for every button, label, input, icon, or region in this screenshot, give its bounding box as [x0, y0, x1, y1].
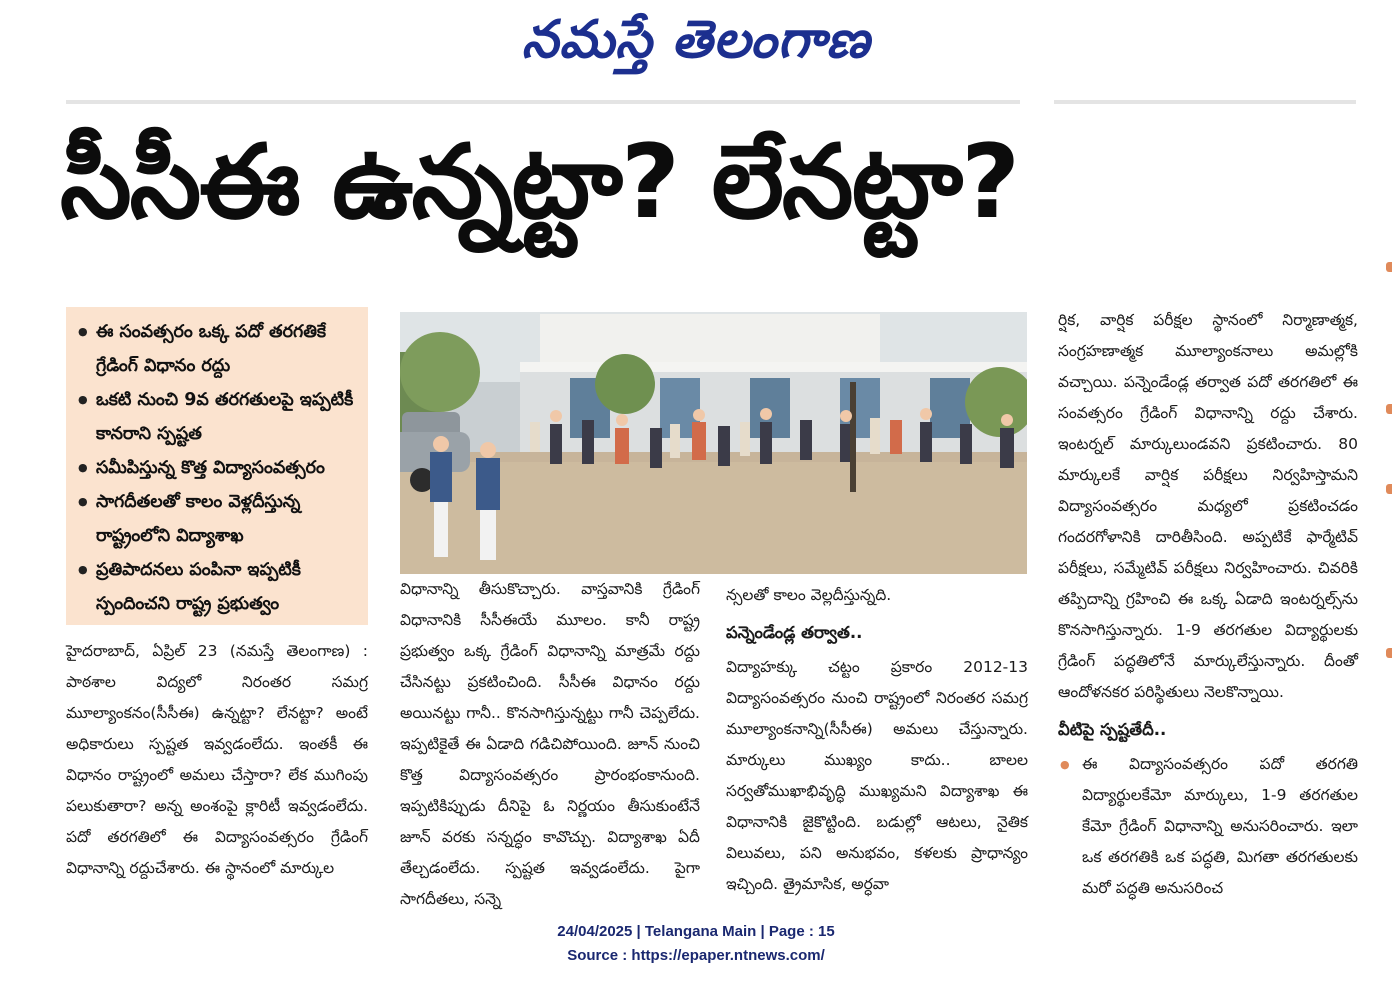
school-students-photo: [400, 312, 1027, 574]
footer-edition-info: 24/04/2025 | Telangana Main | Page : 15: [557, 923, 835, 940]
highlight-item: ● సమీపిస్తున్న కొత్త విద్యాసంవత్సరం: [78, 451, 362, 485]
edge-marker: [1386, 484, 1392, 494]
footer-source-link[interactable]: Source : https://epaper.ntnews.com/: [567, 947, 825, 964]
article-column-1: [66, 636, 368, 884]
highlight-item: ● ఒకటి నుంచి 9వ తరగతులపై ఇప్పటికీ కానరాని స్పష్టత: [78, 383, 362, 451]
article-paragraph: ర్షిక, వార్షిక పరీక్షల స్థానంలో నిర్మాణాత్మక, సంగ్రహణాత్మక మూల్యాంకనాలు అమల్లోకి వచ్చాయి. పన్నెండేండ్ల తర్వాత పదో తరగతిలో ఈ సంవత్సరం గ్రేడింగ్ విధానాన్ని రద్దు చేశారు. ఇంటర్నల్ మార్కులుండవని ప్రకటించారు. 80 మార్కులకే వార్షిక పరీక్షలు నిర్వహిస్తామని విద్యాసంవత్సరం మధ్యలో ప్రకటించడం గందరగోళానికి దారితీసింది. అప్పటికే ఫార్మేటివ్ పరీక్షలు, సమ్మేటివ్ పరీక్షలు నిర్వహించారు. చివరికి తప్పిదాన్ని గ్రహించి ఈ ఒక్క ఏడాది ఇంటర్నల్స్‌ను కొనసాగిస్తున్నారు. 1-9 తరగతుల విద్యార్థులకు గ్రేడింగ్ పద్ధతిలోనే మార్కులేస్తున్నారు. దీంతో ఆందోళనకర పరిస్థితులు నెలకొన్నాయి.: [1058, 311, 1358, 701]
headline: సీసీఈ ఉన్నట్టా? లేనట్టా?: [60, 123, 1019, 242]
edge-marker: [1386, 404, 1392, 414]
highlights-box: [66, 307, 368, 625]
article-bullet: ● ఈ విద్యాసంవత్సరం పదో తరగతి విద్యార్థులకేమో మార్కులు, 1-9 తరగతుల కేమో గ్రేడింగ్ విధానాన్ని అనుసరించారు. ఇలా ఒక తరగతికి ఒక పద్ధతి, మిగతా తరగతులకు మరో పద్ధతి అనుసరించ: [1058, 749, 1358, 904]
article-column-3: [726, 580, 1028, 900]
article-paragraph: న్సలతో కాలం వెల్లదీస్తున్నది.: [726, 586, 892, 604]
subheading: వీటిపై స్పష్టతేదీ..: [1058, 720, 1167, 739]
article-paragraph: విధానాన్ని తీసుకొచ్చారు. వాస్తవానికి గ్రేడింగ్ విధానానికి సీసీఈయే మూలం. కానీ రాష్ట్ర ప్రభుత్వం ఒక్క గ్రేడింగ్ విధానాన్ని మాత్రమే రద్దు చేసినట్టు ప్రకటించింది. సీసీఈ విధానం రద్దు అయినట్టు గానీ.. కొనసాగిస్తున్నట్టు గానీ చెప్పలేదు. ఇప్పటికైతే ఈ ఏడాది గడిచిపోయింది. జూన్ నుంచి కొత్త విద్యాసంవత్సరం ప్రారంభంకానుంది. ఇప్పటికిప్పుడు దీనిపై ఓ నిర్ణయం తీసుకుంటేనే జూన్ వరకు సన్నద్ధం కావొచ్చు. విద్యాశాఖ ఏదీ తేల్చడంలేదు. స్పష్టత ఇవ్వడంలేదు. పైగా సాగదీతలు, సన్నె: [400, 580, 700, 908]
edge-marker: [1386, 262, 1392, 272]
article-column-2: [400, 574, 700, 915]
highlight-item: ● సాగదీతలతో కాలం వెళ్లదీస్తున్న రాష్ట్రంలోని విద్యాశాఖ: [78, 485, 362, 553]
article-paragraph: విద్యాహక్కు చట్టం ప్రకారం 2012-13 విద్యాసంవత్సరం నుంచి రాష్ట్రంలో నిరంతర సమగ్ర మూల్యాంకనాన్ని(సీసీఈ) అమలు చేస్తున్నారు. మార్కులు ముఖ్యం కాదు.. బాలల సర్వతోముఖాభివృద్ధి ముఖ్యమని విద్యాశాఖ ఈ విధానానికి జైకొట్టింది. బడుల్లో ఆటలు, నైతిక విలువలు, పని అనుభవం, కళలకు ప్రాధాన్యం ఇచ్చింది. త్రైమాసిక, అర్ధవా: [726, 658, 1028, 893]
masthead-rule-left: [66, 100, 1020, 104]
article-column-4: [1058, 305, 1358, 904]
edge-marker: [1386, 648, 1392, 658]
page-footer: [0, 920, 1392, 968]
highlight-item: ● ఈ సంవత్సరం ఒక్క పదో తరగతికే గ్రేడింగ్ విధానం రద్దు: [78, 315, 362, 383]
masthead-rule-right: [1054, 100, 1356, 104]
subheading: పన్నెండేండ్ల తర్వాత..: [726, 623, 863, 642]
masthead-logo: నమస్తే తెలంగాణ: [521, 10, 871, 70]
article-paragraph: హైదరాబాద్, ఏప్రిల్ 23 (నమస్తే తెలంగాణ) : పాఠశాల విద్యలో నిరంతర సమగ్ర మూల్యాంకనం(సీసీఈ) ఉన్నట్టా? లేనట్టా? అంటే అధికారులు స్పష్టత ఇవ్వడంలేదు. ఇంతకీ ఈ విధానం రాష్ట్రంలో అమలు చేస్తారా? లేక ముగింపు పలుకుతారా? అన్న అంశంపై క్లారిటీ ఇవ్వడంలేదు. పదో తరగతిలో ఈ విద్యాసంవత్సరం గ్రేడింగ్ విధానాన్ని రద్దుచేశారు. ఈ స్థానంలో మార్కుల: [66, 642, 368, 877]
highlight-item: ● ప్రతిపాదనలు పంపినా ఇప్పటికీ స్పందించని రాష్ట్ర ప్రభుత్వం: [78, 553, 362, 621]
